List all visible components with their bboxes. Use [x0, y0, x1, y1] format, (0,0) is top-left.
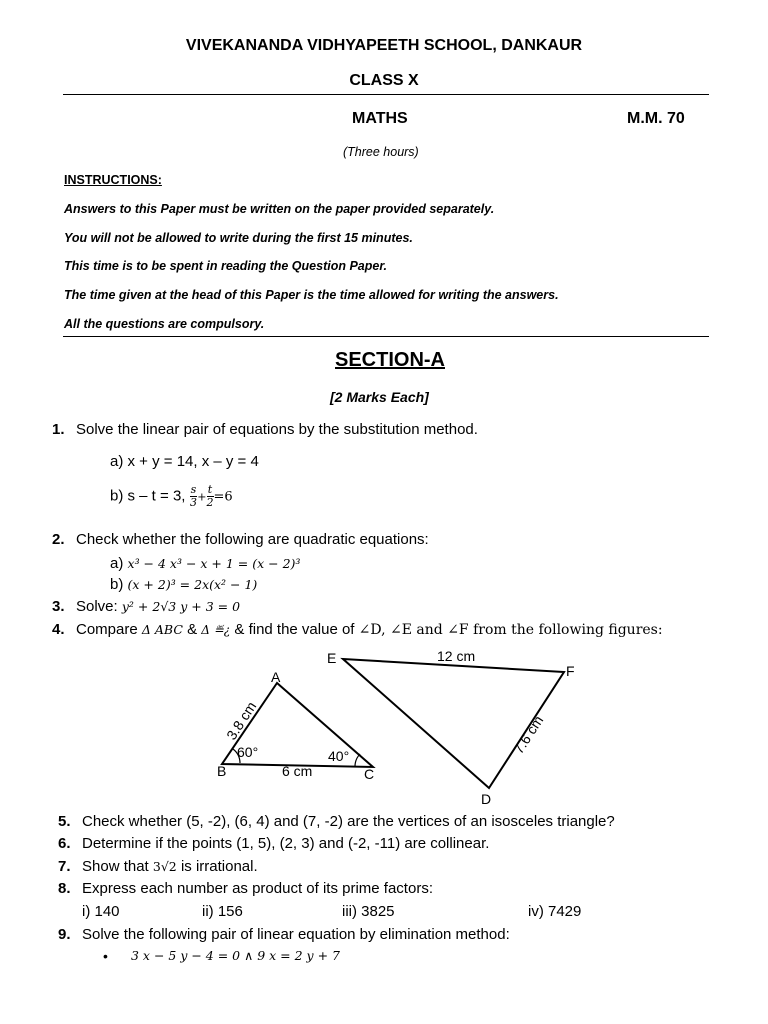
q8-part: i) 140 [82, 903, 120, 920]
question-9 [58, 926, 510, 943]
q1b-prefix: b) s – t = 3, [110, 487, 186, 505]
instruction-item: The time given at the head of this Paper is the time allowed for writing the answers. [64, 288, 559, 302]
question-text: Solve the linear pair of equations by the substitution method. [76, 421, 478, 438]
bullet: • [103, 948, 108, 964]
denominator: 3 [189, 496, 197, 509]
q8-part: iv) 7429 [528, 903, 582, 920]
numerator: s [190, 483, 197, 496]
question-text: is irrational. [180, 858, 258, 875]
divider [63, 94, 709, 95]
instructions-title: INSTRUCTIONS: [64, 173, 162, 187]
instruction-item: This time is to be spent in reading the Question Paper. [64, 259, 387, 273]
question-number: 2. [52, 531, 65, 548]
triangles-figure [200, 645, 620, 810]
class-title: CLASS X [349, 72, 419, 89]
instruction-item: You will not be allowed to write during the first 15 minutes. [64, 231, 413, 245]
question-2 [52, 531, 429, 548]
q8-part: iii) 3825 [342, 903, 395, 920]
duration: (Three hours) [343, 145, 419, 159]
math-expression: y² + 2√3 y + 3 = 0 [121, 599, 241, 614]
subject-title: MATHS [352, 110, 408, 127]
question-text: Determine if the points (1, 5), (2, 3) and (-2, -11) are collinear. [82, 835, 490, 852]
max-marks: M.M. 70 [627, 110, 685, 127]
side-ef-label: 12 cm [437, 648, 476, 664]
question-number: 6. [58, 835, 71, 852]
math-expression: (x + 2)³ = 2x(x² − 1) [127, 577, 258, 592]
q1-part-b [110, 484, 233, 509]
question-1 [52, 421, 478, 438]
q2-part-b [110, 576, 257, 593]
vertex-e-label: E [327, 650, 337, 666]
question-text: Show that [82, 858, 149, 875]
math-expression: 3√2 [152, 859, 177, 874]
school-name: VIVEKANANDA VIDHYAPEETH SCHOOL, DANKAUR [185, 37, 583, 54]
triangle-abc: Δ ABC [141, 622, 183, 637]
question-number: 7. [58, 858, 71, 875]
side-fd-label: 7.6 cm [510, 712, 547, 757]
question-text: Express each number as product of its prime factors: [82, 880, 433, 897]
numerator: t [207, 483, 213, 496]
question-4 [52, 621, 663, 638]
divider [63, 336, 709, 337]
question-number: 1. [52, 421, 65, 438]
vertex-a-label: A [271, 669, 281, 685]
question-number: 3. [52, 598, 65, 615]
q1-part-a: a) x + y = 14, x – y = 4 [110, 453, 259, 470]
question-5 [58, 813, 615, 830]
side-bc-label: 6 cm [282, 763, 313, 779]
question-7 [58, 858, 258, 875]
plus-sign: + [197, 490, 207, 504]
question-text: & find the value of [234, 621, 355, 638]
part-label: a) [110, 555, 124, 572]
question-8 [58, 880, 433, 897]
question-number: 4. [52, 621, 65, 638]
ampersand: & [187, 621, 198, 638]
q8-part: ii) 156 [202, 903, 243, 920]
question-text: Solve the following pair of linear equation by elimination method: [82, 926, 510, 943]
math-expression: x³ − 4 x³ − x + 1 = (x − 2)³ [127, 556, 301, 571]
question-6 [58, 835, 489, 852]
side-ab-label: 3.8 cm [223, 698, 260, 743]
question-text: Compare [76, 621, 138, 638]
question-number: 8. [58, 880, 71, 897]
section-marks: [2 Marks Each] [330, 389, 429, 405]
q2-part-a [110, 555, 300, 572]
instruction-item: All the questions are compulsory. [64, 317, 265, 331]
section-title: SECTION-A [335, 349, 445, 371]
triangle-def: Δ ≝¿ [201, 623, 231, 637]
question-text: Check whether the following are quadratic equations: [76, 531, 429, 548]
math-expression: 3 x − 5 y − 4 = 0 ∧ 9 x = 2 y + 7 [131, 948, 340, 963]
vertex-d-label: D [481, 791, 492, 807]
vertex-f-label: F [566, 663, 575, 679]
equals-6: =6 [213, 489, 233, 505]
question-text: Check whether (5, -2), (6, 4) and (7, -2) are the vertices of an isosceles triangle? [82, 813, 615, 830]
question-text: Solve: [76, 598, 118, 615]
question-3 [52, 598, 240, 615]
question-number: 5. [58, 813, 71, 830]
vertex-b-label: B [217, 763, 227, 779]
question-number: 9. [58, 926, 71, 943]
vertex-c-label: C [364, 766, 375, 782]
angle-text: ∠D, ∠E and ∠F from the following figures: [358, 622, 663, 638]
instruction-item: Answers to this Paper must be written on the paper provided separately. [64, 202, 495, 216]
angle-b-label: 60° [237, 744, 259, 760]
fraction-t-over-2 [207, 484, 214, 509]
angle-c-label: 40° [328, 748, 350, 764]
denominator: 2 [206, 496, 214, 509]
part-label: b) [110, 576, 124, 593]
